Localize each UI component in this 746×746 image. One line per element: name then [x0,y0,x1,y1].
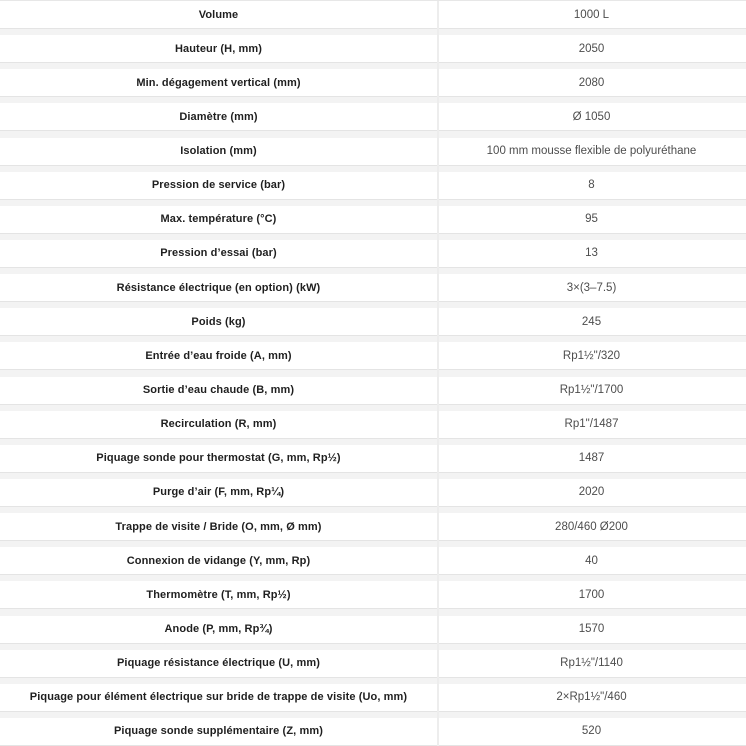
spec-label: Pression d’essai (bar) [160,247,277,260]
table-row [0,35,746,63]
spec-value: 1700 [578,588,605,601]
table-row [0,138,746,166]
spec-label: Pression de service (bar) [151,179,286,192]
spec-value: 1487 [578,452,605,465]
spec-label: Hauteur (H, mm) [174,42,263,55]
table-row [0,172,746,200]
table-row [0,684,746,712]
table-row [0,69,746,97]
spec-label: Entrée d’eau froide (A, mm) [145,349,292,362]
table-row [0,411,746,439]
spec-value: 13 [585,247,598,260]
spec-label: Piquage sonde supplémentaire (Z, mm) [114,725,323,738]
spec-label: Trappe de visite / Bride (O, mm, Ø mm) [115,520,322,533]
table-row [0,103,746,131]
spec-value: 2050 [578,42,605,55]
table-row [0,1,746,29]
spec-label: Thermomètre (T, mm, Rp½) [146,588,291,601]
spec-label: Poids (kg) [191,315,246,328]
table-row [0,513,746,541]
spec-value: 2×Rp1½"/460 [556,691,627,704]
spec-label: Recirculation (R, mm) [160,418,277,431]
spec-label: Min. dégagement vertical (mm) [136,76,301,89]
table-row [0,581,746,609]
spec-value: 280/460 Ø200 [555,520,628,533]
spec-label: Volume [198,8,239,21]
spec-value: 3×(3–7.5) [566,281,617,294]
spec-label: Max. température (°C) [160,213,277,226]
column-divider [437,1,439,746]
table-row [0,718,746,746]
table-row [0,445,746,473]
table-row [0,547,746,575]
table-row [0,274,746,302]
spec-value: 40 [585,554,598,567]
table-row [0,616,746,644]
spec-value: 95 [585,213,598,226]
table-row [0,206,746,234]
table-row [0,377,746,405]
spec-label: Piquage sonde pour thermostat (G, mm, Rp½) [96,452,341,465]
table-row [0,240,746,268]
spec-label: Résistance électrique (en option) (kW) [116,281,321,294]
spec-value: 100 mm mousse flexible de polyuréthane [486,145,697,158]
spec-label: Connexion de vidange (Y, mm, Rp) [126,554,311,567]
spec-value: 2080 [578,76,605,89]
table-row [0,308,746,336]
spec-label: Piquage résistance électrique (U, mm) [117,657,320,670]
table-row [0,342,746,370]
table-row [0,650,746,678]
spec-label: Isolation (mm) [180,145,257,158]
spec-value: Rp1½"/1140 [560,657,623,670]
spec-value: Rp1"/1487 [564,418,619,431]
spec-label: Diamètre (mm) [179,110,258,123]
spec-label: Sortie d’eau chaude (B, mm) [142,384,295,397]
spec-value: 1000 L [573,8,610,21]
spec-label: Piquage pour élément électrique sur bride de trappe de visite (Uo, mm) [29,691,408,704]
spec-value: 245 [581,315,602,328]
spec-label: Anode (P, mm, Rp¾) [164,623,273,636]
spec-value: 2020 [578,486,605,499]
spec-value: 1570 [578,623,605,636]
table-row [0,479,746,507]
spec-value: Ø 1050 [572,110,611,123]
spec-value: Rp1½"/1700 [559,384,624,397]
spec-value: 8 [588,179,595,192]
spec-value: 520 [581,725,602,738]
spec-label: Purge d’air (F, mm, Rp¼) [152,486,285,499]
spec-value: Rp1½"/320 [562,349,621,362]
